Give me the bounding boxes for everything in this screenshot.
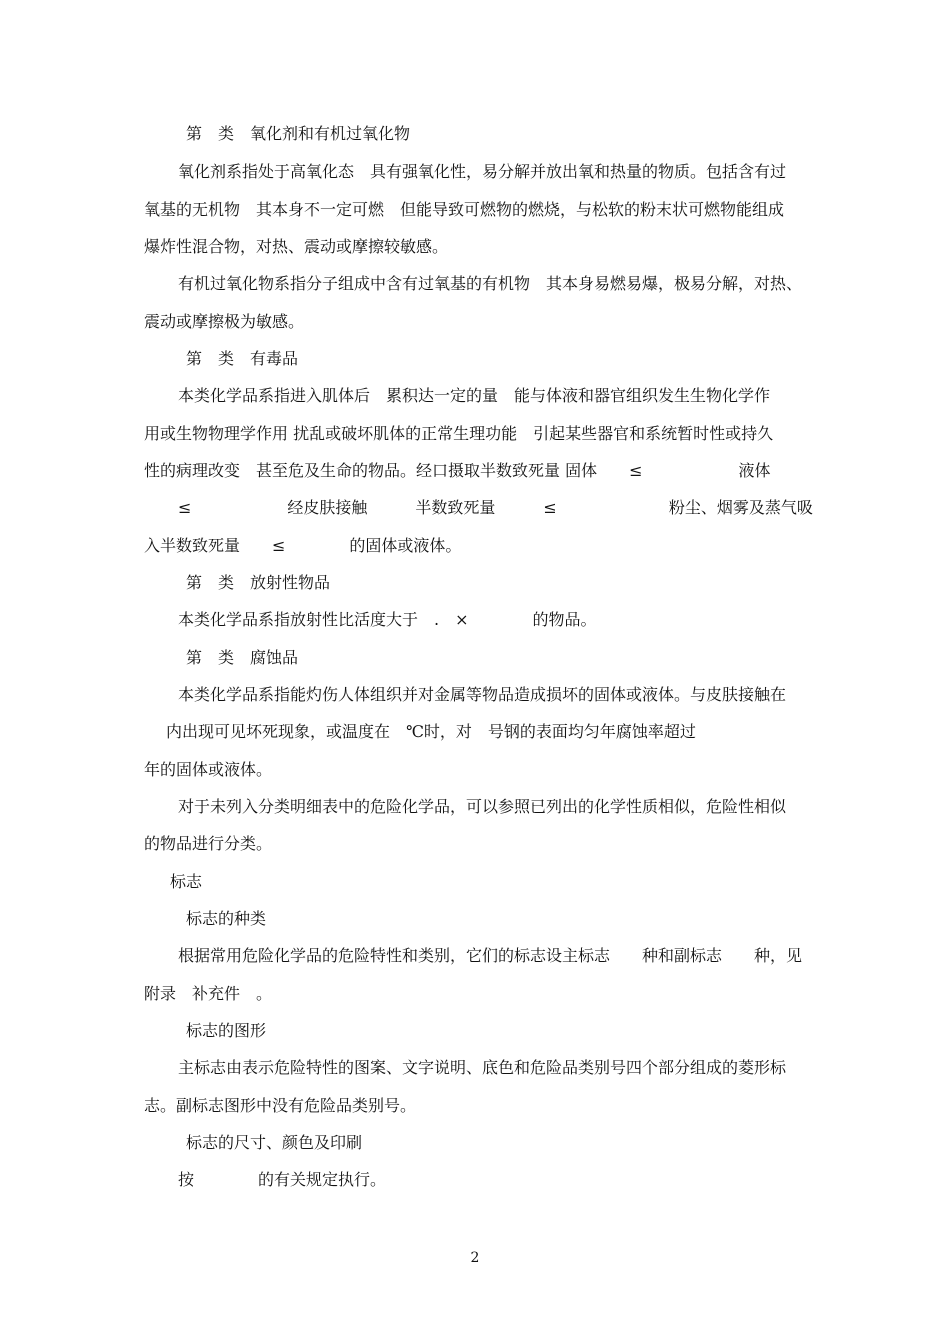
paragraph-line: 按 的有关规定执行。 [178, 1170, 387, 1189]
heading-class-7: 第 类 放射性物品 [186, 573, 331, 592]
paragraph-line: 氧基的无机物 其本身不一定可燃 但能导致可燃物的燃烧，与松软的粉末状可燃物能组成 [144, 200, 785, 219]
paragraph-line: 本类化学品系指能灼伤人体组织并对金属等物品造成损坏的固体或液体。与皮肤接触在 [178, 685, 787, 704]
page-number: 2 [470, 1250, 480, 1266]
heading-class-5: 第 类 氧化剂和有机过氧化物 [186, 124, 411, 143]
heading-class-8: 第 类 腐蚀品 [186, 648, 299, 667]
paragraph-line: 入半数致死量 ≤ 的固体或液体。 [144, 536, 462, 555]
subheading-mark-types: 标志的种类 [186, 909, 267, 928]
paragraph-line: 志。副标志图形中没有危险品类别号。 [144, 1096, 417, 1115]
paragraph-line: 氧化剂系指处于高氧化态 具有强氧化性，易分解并放出氧和热量的物质。包括含有过 [178, 162, 787, 181]
paragraph-line: 本类化学品系指进入肌体后 累积达一定的量 能与体液和器官组织发生生物化学作 [178, 386, 771, 405]
subheading-mark-size-color-printing: 标志的尺寸、颜色及印刷 [186, 1133, 363, 1152]
paragraph-line: 附录 补充件 。 [144, 984, 273, 1003]
paragraph-line: 的物品进行分类。 [144, 834, 273, 853]
subheading-mark-graphics: 标志的图形 [186, 1021, 267, 1040]
paragraph-line: 爆炸性混合物，对热、震动或摩擦较敏感。 [144, 237, 449, 256]
paragraph-line: 本类化学品系指放射性比活度大于 . × 的物品。 [178, 610, 597, 629]
section-heading-marks: 标志 [170, 872, 203, 891]
heading-class-6: 第 类 有毒品 [186, 349, 299, 368]
paragraph-line: 内出现可见坏死现象，或温度在 ℃时，对 号钢的表面均匀年腐蚀率超过 [166, 722, 696, 741]
paragraph-line: 主标志由表示危险特性的图案、文字说明、底色和危险品类别号四个部分组成的菱形标 [178, 1058, 787, 1077]
paragraph-line: 性的病理改变 甚至危及生命的物品。经口摄取半数致死量 固体 ≤ 液体 [144, 461, 771, 480]
paragraph-line: ≤ 经皮肤接触 半数致死量 ≤ 粉尘、烟雾及蒸气吸 [178, 498, 813, 517]
paragraph-line: 震动或摩擦极为敏感。 [144, 312, 305, 331]
paragraph-line: 根据常用危险化学品的危险特性和类别，它们的标志设主标志 种和副标志 种，见 [178, 946, 803, 965]
paragraph-line: 有机过氧化物系指分子组成中含有过氧基的有机物 其本身易燃易爆，极易分解，对热、 [178, 274, 803, 293]
paragraph-line: 对于未列入分类明细表中的危险化学品，可以参照已列出的化学性质相似，危险性相似 [178, 797, 787, 816]
paragraph-line: 年的固体或液体。 [144, 760, 273, 779]
paragraph-line: 用或生物物理学作用 扰乱或破坏肌体的正常生理功能 引起某些器官和系统暂时性或持久 [144, 424, 774, 443]
